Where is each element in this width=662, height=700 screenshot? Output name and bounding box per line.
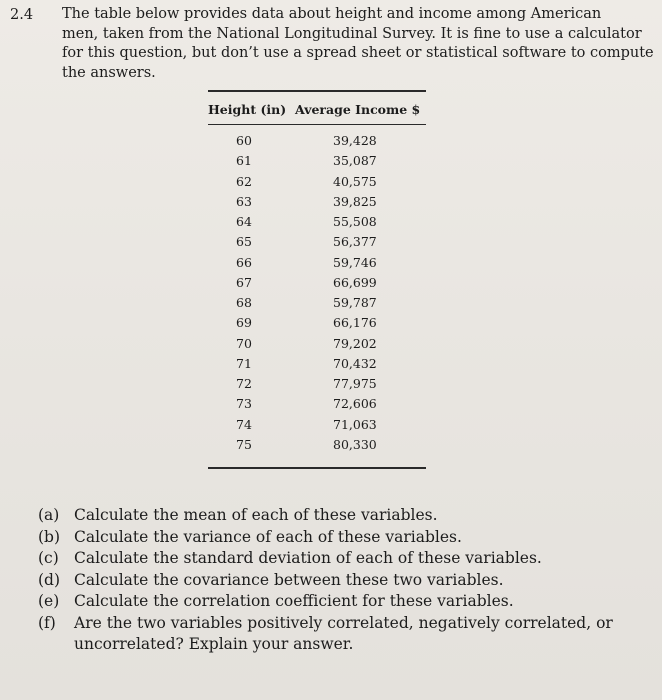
table-row <box>208 174 426 194</box>
height-cell: 75 <box>236 436 252 452</box>
question-item <box>38 570 648 592</box>
table-row <box>208 153 426 173</box>
question-item <box>38 591 648 613</box>
question-text: Calculate the covariance between these two variables. <box>74 570 504 589</box>
table-row <box>208 356 426 376</box>
table-row <box>208 133 426 153</box>
question-item <box>38 548 648 570</box>
table-row <box>208 275 426 295</box>
column-header-height: Height (in) <box>208 102 287 117</box>
income-cell: 35,087 <box>333 153 377 169</box>
height-cell: 67 <box>236 274 252 290</box>
table-row <box>208 437 426 457</box>
height-cell: 63 <box>236 193 252 209</box>
income-cell: 79,202 <box>333 335 377 351</box>
table-row <box>208 234 426 254</box>
table-bottom-rule <box>208 467 426 469</box>
income-cell: 59,787 <box>333 295 377 310</box>
table-row <box>208 295 426 315</box>
table-row <box>208 315 426 335</box>
table-body <box>208 133 426 457</box>
intro-line: for this question, but don’t use a spread sheet or statistical software to compute <box>62 45 654 61</box>
question-list <box>38 505 648 656</box>
income-cell: 56,377 <box>333 234 377 250</box>
question-text: Calculate the variance of each of these variables. <box>74 527 462 546</box>
table-row <box>208 336 426 356</box>
problem-intro <box>62 5 654 83</box>
income-cell: 59,746 <box>333 254 377 270</box>
height-cell: 73 <box>236 396 252 412</box>
intro-line: men, taken from the National Longitudinal Survey. It is fine to use a calculator <box>62 25 642 42</box>
height-cell: 72 <box>236 376 252 391</box>
table-row <box>208 376 426 396</box>
income-cell: 77,975 <box>333 376 377 391</box>
income-cell: 80,330 <box>333 436 377 452</box>
height-cell: 64 <box>236 214 252 229</box>
question-text: Calculate the correlation coefficient for these variables. <box>74 592 514 610</box>
problem-number: 2.4 <box>10 7 34 23</box>
question-label: (e) <box>38 592 60 610</box>
table-top-rule <box>208 90 426 92</box>
height-cell: 62 <box>236 173 252 189</box>
height-cell: 60 <box>236 133 252 148</box>
question-label: (b) <box>38 527 61 546</box>
question-item <box>38 505 648 527</box>
income-cell: 39,825 <box>333 193 377 209</box>
height-cell: 70 <box>236 335 252 351</box>
question-label: (d) <box>38 570 61 589</box>
income-cell: 39,428 <box>333 133 377 148</box>
income-cell: 66,699 <box>333 274 377 290</box>
question-text: Are the two variables positively correlated, negatively correlated, or uncorrelated? Explain your answer. <box>74 613 613 653</box>
height-cell: 68 <box>236 295 252 310</box>
income-cell: 40,575 <box>333 173 377 189</box>
height-cell: 61 <box>236 153 252 169</box>
table-row <box>208 214 426 234</box>
income-cell: 71,063 <box>333 416 377 432</box>
table-header-rule <box>208 124 426 125</box>
height-cell: 69 <box>236 315 252 331</box>
question-item <box>38 527 648 549</box>
table-row <box>208 396 426 416</box>
height-cell: 66 <box>236 254 252 270</box>
question-label: (a) <box>38 506 60 524</box>
question-text: Calculate the standard deviation of each of these variables. <box>74 549 542 567</box>
intro-line: the answers. <box>62 64 156 81</box>
table-row <box>208 417 426 437</box>
income-cell: 55,508 <box>333 214 377 229</box>
table-row <box>208 194 426 214</box>
height-cell: 71 <box>236 355 252 371</box>
question-label: (c) <box>38 549 59 567</box>
question-item <box>38 613 648 656</box>
question-text: Calculate the mean of each of these variables. <box>74 506 438 524</box>
question-label: (f) <box>38 613 56 632</box>
height-cell: 65 <box>236 234 252 250</box>
income-cell: 72,606 <box>333 396 377 412</box>
income-cell: 66,176 <box>333 315 377 331</box>
income-cell: 70,432 <box>333 355 377 371</box>
column-header-income: Average Income $ <box>295 102 421 117</box>
height-cell: 74 <box>236 416 252 432</box>
table-row <box>208 255 426 275</box>
intro-line: The table below provides data about height and income among American <box>62 6 602 22</box>
